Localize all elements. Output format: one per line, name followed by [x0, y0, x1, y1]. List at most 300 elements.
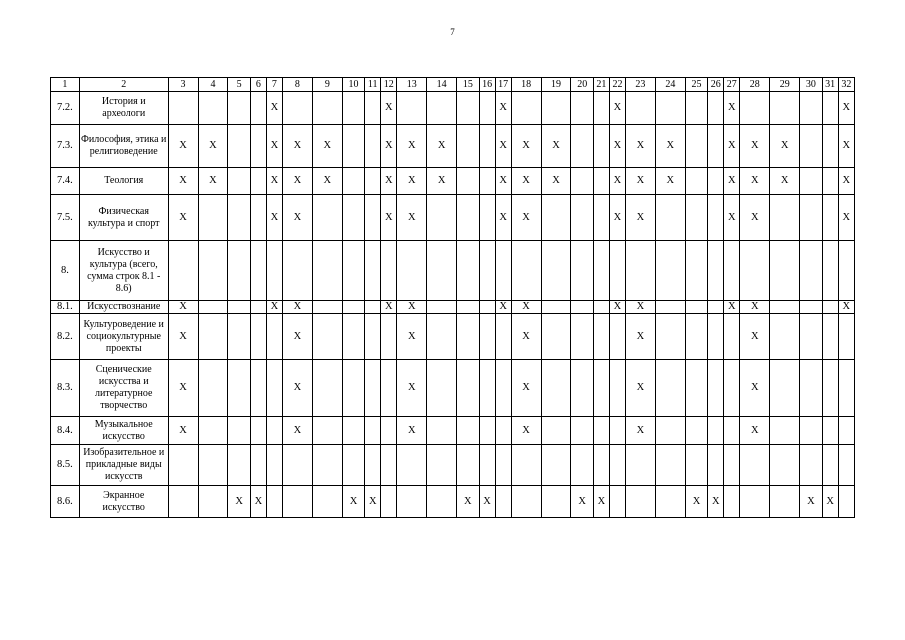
- mark-cell: [342, 168, 364, 195]
- mark-cell: [708, 125, 724, 168]
- mark-cell: X: [609, 195, 625, 241]
- mark-cell: X: [250, 486, 266, 518]
- mark-cell: [250, 92, 266, 125]
- column-header: 8: [282, 78, 312, 92]
- mark-cell: [168, 92, 198, 125]
- mark-cell: [457, 360, 479, 417]
- table-row: [51, 241, 855, 301]
- mark-cell: [800, 125, 822, 168]
- row-name: Философия, этика и религиоведение: [79, 125, 168, 168]
- mark-cell: [342, 125, 364, 168]
- mark-cell: [800, 360, 822, 417]
- mark-cell: X: [511, 301, 541, 314]
- mark-cell: X: [168, 360, 198, 417]
- mark-cell: [685, 195, 707, 241]
- mark-cell: [724, 486, 740, 518]
- mark-cell: [571, 168, 593, 195]
- mark-cell: X: [282, 168, 312, 195]
- mark-cell: [397, 241, 427, 301]
- table-row: [51, 360, 855, 417]
- row-name: Теология: [79, 168, 168, 195]
- mark-cell: [822, 195, 838, 241]
- mark-cell: [655, 301, 685, 314]
- mark-cell: [228, 314, 250, 360]
- mark-cell: X: [685, 486, 707, 518]
- mark-cell: X: [397, 125, 427, 168]
- mark-cell: [479, 301, 495, 314]
- column-header: 25: [685, 78, 707, 92]
- mark-cell: [541, 301, 571, 314]
- mark-cell: [571, 445, 593, 486]
- mark-cell: [593, 125, 609, 168]
- mark-cell: X: [479, 486, 495, 518]
- mark-cell: [625, 241, 655, 301]
- mark-cell: [266, 417, 282, 445]
- mark-cell: [365, 241, 381, 301]
- mark-cell: X: [740, 417, 770, 445]
- mark-cell: [342, 301, 364, 314]
- column-header: 16: [479, 78, 495, 92]
- row-name: Искусствознание: [79, 301, 168, 314]
- mark-cell: [198, 486, 228, 518]
- mark-cell: [655, 241, 685, 301]
- mark-cell: X: [740, 314, 770, 360]
- mark-cell: [266, 241, 282, 301]
- mark-cell: [312, 417, 342, 445]
- row-code: 7.2.: [51, 92, 80, 125]
- mark-cell: X: [312, 168, 342, 195]
- mark-cell: [740, 445, 770, 486]
- mark-cell: [427, 92, 457, 125]
- mark-cell: X: [838, 125, 854, 168]
- mark-cell: X: [724, 125, 740, 168]
- column-header: 27: [724, 78, 740, 92]
- mark-cell: X: [266, 125, 282, 168]
- mark-cell: X: [838, 195, 854, 241]
- mark-cell: X: [571, 486, 593, 518]
- mark-cell: [228, 301, 250, 314]
- mark-cell: X: [838, 301, 854, 314]
- mark-cell: [228, 445, 250, 486]
- mark-cell: [770, 92, 800, 125]
- column-header: 31: [822, 78, 838, 92]
- column-header: 19: [541, 78, 571, 92]
- mark-cell: [571, 314, 593, 360]
- mark-cell: X: [770, 168, 800, 195]
- mark-cell: X: [708, 486, 724, 518]
- mark-cell: X: [397, 168, 427, 195]
- mark-cell: [479, 417, 495, 445]
- table-row: [51, 168, 855, 195]
- mark-cell: X: [495, 168, 511, 195]
- mark-cell: [495, 486, 511, 518]
- mark-cell: [365, 360, 381, 417]
- table-row: [51, 125, 855, 168]
- mark-cell: X: [740, 125, 770, 168]
- mark-cell: [770, 195, 800, 241]
- mark-cell: [822, 445, 838, 486]
- mark-cell: [541, 314, 571, 360]
- mark-cell: [365, 301, 381, 314]
- mark-cell: [541, 195, 571, 241]
- column-header: 15: [457, 78, 479, 92]
- column-header: 30: [800, 78, 822, 92]
- mark-cell: [479, 125, 495, 168]
- mark-cell: [365, 314, 381, 360]
- mark-cell: [571, 301, 593, 314]
- row-code: 7.4.: [51, 168, 80, 195]
- mark-cell: [381, 445, 397, 486]
- column-header: 22: [609, 78, 625, 92]
- row-name: История и археологи: [79, 92, 168, 125]
- mark-cell: [495, 360, 511, 417]
- mark-cell: [198, 314, 228, 360]
- mark-cell: [609, 486, 625, 518]
- mark-cell: [708, 417, 724, 445]
- mark-cell: [724, 314, 740, 360]
- mark-cell: [609, 360, 625, 417]
- mark-cell: [571, 417, 593, 445]
- mark-cell: [822, 92, 838, 125]
- mark-cell: X: [609, 168, 625, 195]
- mark-cell: [571, 241, 593, 301]
- mark-cell: X: [168, 168, 198, 195]
- mark-cell: X: [397, 301, 427, 314]
- mark-cell: [685, 168, 707, 195]
- mark-cell: X: [381, 125, 397, 168]
- mark-cell: [593, 445, 609, 486]
- mark-cell: X: [511, 195, 541, 241]
- mark-cell: [282, 92, 312, 125]
- mark-cell: [250, 241, 266, 301]
- mark-cell: [365, 445, 381, 486]
- mark-cell: X: [740, 195, 770, 241]
- mark-cell: [822, 125, 838, 168]
- mark-cell: X: [282, 360, 312, 417]
- column-header: 2: [79, 78, 168, 92]
- mark-cell: [708, 360, 724, 417]
- mark-cell: [822, 241, 838, 301]
- mark-cell: [250, 314, 266, 360]
- mark-cell: [381, 314, 397, 360]
- mark-cell: X: [838, 92, 854, 125]
- column-header: 5: [228, 78, 250, 92]
- table-row: [51, 417, 855, 445]
- mark-cell: [427, 445, 457, 486]
- mark-cell: [365, 92, 381, 125]
- mark-cell: [655, 486, 685, 518]
- mark-cell: X: [625, 417, 655, 445]
- mark-cell: [312, 314, 342, 360]
- mark-cell: [822, 314, 838, 360]
- row-name: Культуроведение и социокультурные проекты: [79, 314, 168, 360]
- mark-cell: X: [495, 195, 511, 241]
- mark-cell: [312, 92, 342, 125]
- mark-cell: [655, 417, 685, 445]
- page-number: 7: [450, 27, 455, 37]
- mark-cell: [609, 314, 625, 360]
- mark-cell: X: [397, 360, 427, 417]
- column-header: 20: [571, 78, 593, 92]
- mark-cell: [427, 360, 457, 417]
- mark-cell: [266, 486, 282, 518]
- mark-cell: [342, 417, 364, 445]
- mark-cell: [457, 314, 479, 360]
- mark-cell: [457, 168, 479, 195]
- mark-cell: [625, 92, 655, 125]
- mark-cell: X: [266, 301, 282, 314]
- mark-cell: [593, 360, 609, 417]
- mark-cell: [228, 417, 250, 445]
- mark-cell: [770, 241, 800, 301]
- mark-cell: X: [168, 314, 198, 360]
- row-code: 8.: [51, 241, 80, 301]
- table-row: [51, 92, 855, 125]
- mark-cell: [198, 241, 228, 301]
- row-code: 8.1.: [51, 301, 80, 314]
- mark-cell: [198, 417, 228, 445]
- row-code: 7.5.: [51, 195, 80, 241]
- mark-cell: X: [266, 195, 282, 241]
- mark-cell: X: [427, 125, 457, 168]
- mark-cell: [495, 445, 511, 486]
- mark-cell: [609, 241, 625, 301]
- mark-cell: [800, 301, 822, 314]
- mark-cell: [593, 92, 609, 125]
- mark-cell: X: [282, 125, 312, 168]
- mark-cell: [342, 314, 364, 360]
- mark-cell: [593, 301, 609, 314]
- mark-cell: [541, 92, 571, 125]
- mark-cell: [198, 301, 228, 314]
- column-header: 6: [250, 78, 266, 92]
- mark-cell: [479, 360, 495, 417]
- mark-cell: [685, 92, 707, 125]
- mark-cell: [800, 417, 822, 445]
- mark-cell: [838, 417, 854, 445]
- mark-cell: [312, 360, 342, 417]
- mark-cell: [365, 417, 381, 445]
- mark-cell: [198, 92, 228, 125]
- mark-cell: [479, 445, 495, 486]
- mark-cell: X: [625, 360, 655, 417]
- column-header: 18: [511, 78, 541, 92]
- table-row: [51, 195, 855, 241]
- column-header: 12: [381, 78, 397, 92]
- column-header: 29: [770, 78, 800, 92]
- mark-cell: X: [511, 168, 541, 195]
- mark-cell: [228, 168, 250, 195]
- mark-cell: [168, 241, 198, 301]
- column-header: 9: [312, 78, 342, 92]
- mark-cell: [685, 125, 707, 168]
- column-header: 1: [51, 78, 80, 92]
- mark-cell: X: [511, 417, 541, 445]
- mark-cell: [685, 241, 707, 301]
- mark-cell: X: [381, 301, 397, 314]
- mark-cell: [397, 486, 427, 518]
- mark-cell: [381, 241, 397, 301]
- mark-cell: [511, 92, 541, 125]
- mark-cell: [228, 241, 250, 301]
- mark-cell: [724, 241, 740, 301]
- mark-cell: X: [168, 417, 198, 445]
- mark-cell: X: [381, 92, 397, 125]
- mark-cell: X: [198, 125, 228, 168]
- mark-cell: [342, 195, 364, 241]
- row-name: Экранное искусство: [79, 486, 168, 518]
- mark-cell: X: [312, 125, 342, 168]
- mark-cell: X: [168, 195, 198, 241]
- mark-cell: [655, 445, 685, 486]
- row-code: 8.3.: [51, 360, 80, 417]
- mark-cell: X: [427, 168, 457, 195]
- column-header: 13: [397, 78, 427, 92]
- mark-cell: [571, 360, 593, 417]
- mark-cell: [397, 92, 427, 125]
- mark-cell: [479, 241, 495, 301]
- mark-cell: [541, 486, 571, 518]
- mark-cell: X: [495, 301, 511, 314]
- mark-cell: [457, 301, 479, 314]
- mark-cell: [427, 195, 457, 241]
- mark-cell: [342, 92, 364, 125]
- mark-cell: [770, 417, 800, 445]
- mark-cell: [541, 417, 571, 445]
- mark-cell: [479, 195, 495, 241]
- mark-cell: [770, 360, 800, 417]
- mark-cell: [593, 195, 609, 241]
- mark-cell: [250, 168, 266, 195]
- mark-cell: [822, 417, 838, 445]
- mark-cell: X: [740, 360, 770, 417]
- mark-cell: [198, 445, 228, 486]
- mark-cell: [708, 301, 724, 314]
- mark-cell: [541, 241, 571, 301]
- mark-cell: [266, 360, 282, 417]
- mark-cell: [250, 445, 266, 486]
- mark-cell: X: [609, 125, 625, 168]
- row-name: Сценические искусства и литературное творчество: [79, 360, 168, 417]
- column-header: 23: [625, 78, 655, 92]
- mark-cell: [266, 445, 282, 486]
- mark-cell: [198, 195, 228, 241]
- table-row: [51, 486, 855, 518]
- mark-cell: [800, 241, 822, 301]
- mark-cell: X: [511, 360, 541, 417]
- mark-cell: [822, 360, 838, 417]
- column-header: 14: [427, 78, 457, 92]
- mark-cell: X: [397, 314, 427, 360]
- mark-cell: X: [397, 195, 427, 241]
- mark-cell: [312, 486, 342, 518]
- mark-cell: [708, 168, 724, 195]
- mark-cell: [312, 241, 342, 301]
- mark-cell: [593, 168, 609, 195]
- mark-cell: [312, 195, 342, 241]
- mark-cell: [685, 445, 707, 486]
- mark-cell: [655, 360, 685, 417]
- row-name: Физическая культура и спорт: [79, 195, 168, 241]
- column-header: 17: [495, 78, 511, 92]
- column-header: 4: [198, 78, 228, 92]
- mark-cell: X: [282, 417, 312, 445]
- mark-cell: X: [511, 125, 541, 168]
- column-header: 28: [740, 78, 770, 92]
- mark-cell: X: [740, 168, 770, 195]
- mark-cell: [511, 486, 541, 518]
- mark-cell: X: [381, 195, 397, 241]
- column-header: 32: [838, 78, 854, 92]
- mark-cell: X: [541, 168, 571, 195]
- mark-cell: [625, 486, 655, 518]
- mark-cell: X: [282, 301, 312, 314]
- mark-cell: [427, 301, 457, 314]
- mark-cell: [770, 445, 800, 486]
- column-header: 3: [168, 78, 198, 92]
- mark-cell: [724, 360, 740, 417]
- mark-cell: [838, 360, 854, 417]
- mark-cell: [250, 195, 266, 241]
- mark-cell: X: [397, 417, 427, 445]
- mark-cell: X: [655, 125, 685, 168]
- column-header: 11: [365, 78, 381, 92]
- mark-cell: [198, 360, 228, 417]
- mark-cell: [593, 417, 609, 445]
- mark-cell: [457, 92, 479, 125]
- mark-cell: X: [266, 168, 282, 195]
- mark-cell: [495, 314, 511, 360]
- mark-cell: [708, 195, 724, 241]
- mark-cell: [708, 92, 724, 125]
- mark-cell: [427, 486, 457, 518]
- mark-cell: [800, 195, 822, 241]
- mark-cell: [571, 195, 593, 241]
- mark-cell: [250, 301, 266, 314]
- mark-cell: [342, 445, 364, 486]
- mark-cell: [495, 241, 511, 301]
- column-header: 24: [655, 78, 685, 92]
- mark-cell: [168, 445, 198, 486]
- mark-cell: [571, 125, 593, 168]
- mark-cell: [838, 445, 854, 486]
- mark-cell: [770, 301, 800, 314]
- mark-cell: [800, 314, 822, 360]
- mark-cell: [312, 301, 342, 314]
- mark-cell: [342, 241, 364, 301]
- mark-cell: [365, 168, 381, 195]
- mark-cell: X: [282, 314, 312, 360]
- mark-cell: X: [609, 92, 625, 125]
- mark-cell: X: [168, 301, 198, 314]
- mark-cell: [593, 314, 609, 360]
- mark-cell: [457, 195, 479, 241]
- mark-cell: [708, 445, 724, 486]
- mark-cell: X: [266, 92, 282, 125]
- mark-cell: X: [838, 168, 854, 195]
- mark-cell: X: [168, 125, 198, 168]
- mark-cell: [427, 314, 457, 360]
- mark-cell: [541, 445, 571, 486]
- mark-cell: [685, 360, 707, 417]
- mark-cell: X: [724, 301, 740, 314]
- mark-cell: [655, 92, 685, 125]
- mark-cell: [381, 417, 397, 445]
- mark-cell: [838, 486, 854, 518]
- row-code: 8.5.: [51, 445, 80, 486]
- mark-cell: X: [625, 195, 655, 241]
- column-header: 21: [593, 78, 609, 92]
